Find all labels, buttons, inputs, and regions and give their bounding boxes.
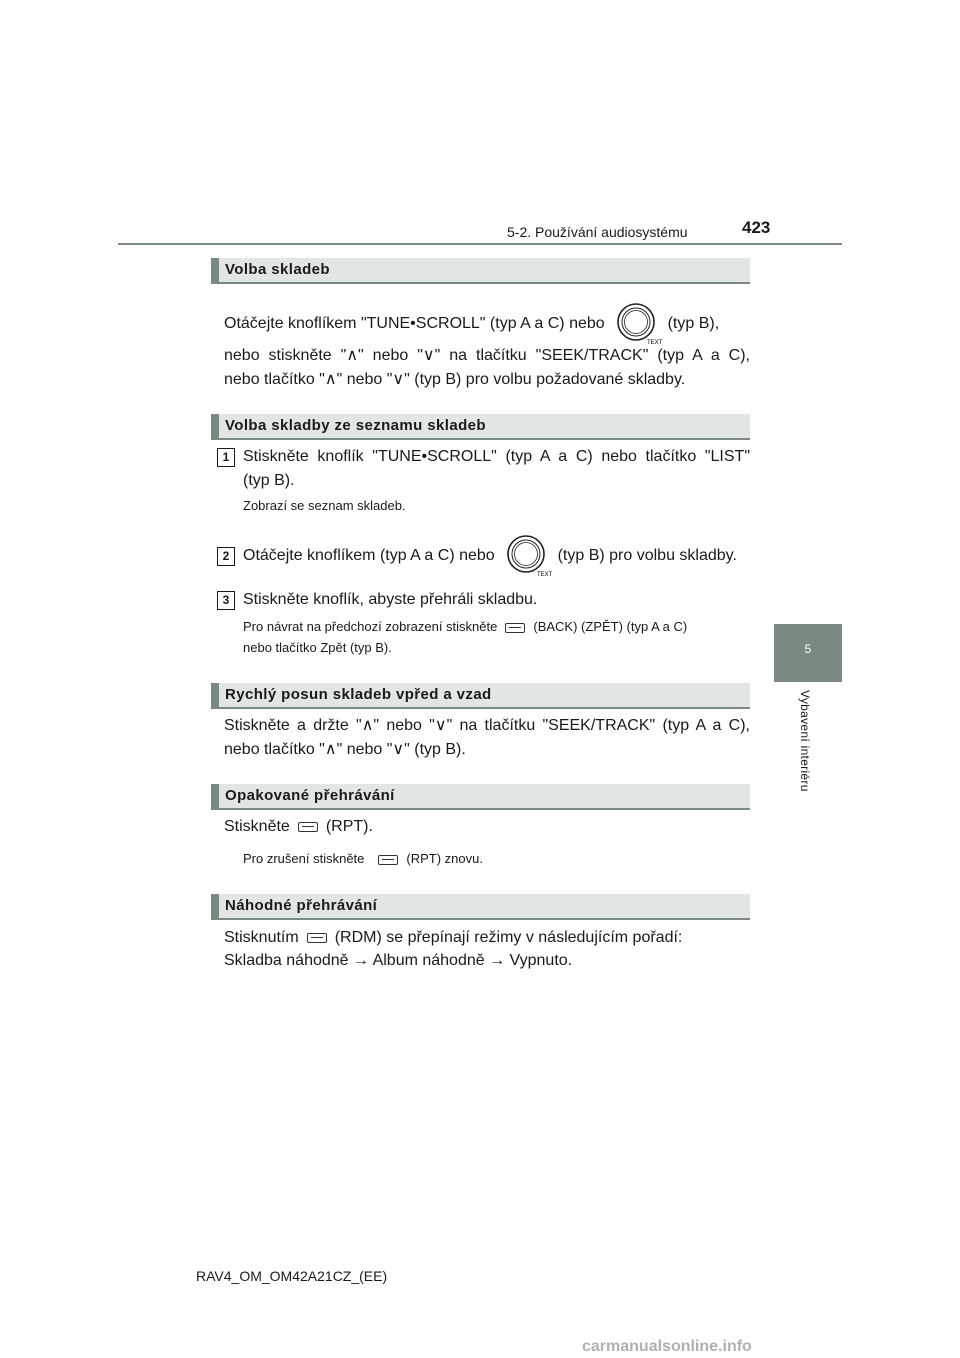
svg-text:TEXT: TEXT bbox=[647, 339, 663, 346]
rpt-button-icon bbox=[378, 855, 398, 865]
paragraph: nebo tlačítko "∧" nebo "∨" (typ B) pro volbu požadované skladby. bbox=[224, 371, 686, 388]
step-text: (typ B). bbox=[243, 472, 295, 489]
back-button-icon bbox=[505, 623, 525, 633]
rpt-button-icon bbox=[298, 822, 318, 832]
section-bar-track-selection bbox=[211, 258, 750, 284]
header-rule bbox=[118, 243, 842, 245]
chapter-tab[interactable]: 5 bbox=[774, 624, 842, 682]
section-bar-random bbox=[211, 894, 750, 920]
svg-text:TEXT: TEXT bbox=[537, 571, 553, 578]
step-number: 2 bbox=[217, 547, 235, 566]
section-title: Volba skladeb bbox=[225, 261, 330, 278]
section-title: Volba skladby ze seznamu skladeb bbox=[225, 417, 486, 434]
note: nebo tlačítko Zpět (typ B). bbox=[243, 640, 392, 655]
section-title: Rychlý posun skladeb vpřed a vzad bbox=[225, 686, 492, 703]
watermark: carmanualsonline.info bbox=[582, 1338, 752, 1355]
rdm-button-icon bbox=[307, 933, 327, 943]
note: Zobrazí se seznam skladeb. bbox=[243, 498, 406, 513]
tune-knob-icon bbox=[613, 301, 663, 347]
section-bar-repeat bbox=[211, 784, 750, 810]
note: Pro návrat na předchozí zobrazení stiskněte (BACK) (ZPĚT) (typ A a C) bbox=[243, 619, 688, 634]
paragraph: nebo stiskněte "∧" nebo "∨" na tlačítku "SEEK/TRACK" (typ A a C), bbox=[224, 347, 750, 364]
page-number: 423 bbox=[742, 218, 771, 237]
paragraph: Stiskněte (RPT). bbox=[224, 818, 373, 835]
section-title: Náhodné přehrávání bbox=[225, 897, 378, 914]
tune-knob-icon bbox=[503, 533, 553, 579]
section-bar-fast-forward bbox=[211, 683, 750, 709]
step-text: Otáčejte knoflíkem (typ A a C) nebo TEXT (typ B) pro volbu skladby. bbox=[243, 544, 750, 568]
chapter-label: Vybavení interiéru bbox=[798, 690, 812, 792]
paragraph: Stiskněte a držte "∧" nebo "∨" na tlačítku "SEEK/TRACK" (typ A a C), bbox=[224, 717, 750, 734]
section-bar-track-list bbox=[211, 414, 750, 440]
paragraph: Stisknutím (RDM) se přepínají režimy v následujícím pořadí: bbox=[224, 929, 683, 946]
document-code: RAV4_OM_OM42A21CZ_(EE) bbox=[196, 1268, 388, 1284]
step-number: 1 bbox=[217, 448, 235, 467]
paragraph: Otáčejte knoflíkem "TUNE•SCROLL" (typ A a C) nebo TEXT (typ B), bbox=[224, 312, 750, 336]
paragraph: Skladba náhodně → Album náhodně → Vypnuto. bbox=[224, 952, 573, 969]
step-text: Stiskněte knoflík "TUNE•SCROLL" (typ A a C) nebo tlačítko "LIST" bbox=[243, 448, 750, 465]
step-text: Stiskněte knoflík, abyste přehráli skladbu. bbox=[243, 591, 538, 608]
section-header: 5-2. Používání audiosystému bbox=[507, 224, 688, 240]
note: Pro zrušení stiskněte (RPT) znovu. bbox=[243, 851, 483, 866]
section-title: Opakované přehrávání bbox=[225, 787, 395, 804]
step-number: 3 bbox=[217, 591, 235, 610]
paragraph: nebo tlačítko "∧" nebo "∨" (typ B). bbox=[224, 741, 466, 758]
